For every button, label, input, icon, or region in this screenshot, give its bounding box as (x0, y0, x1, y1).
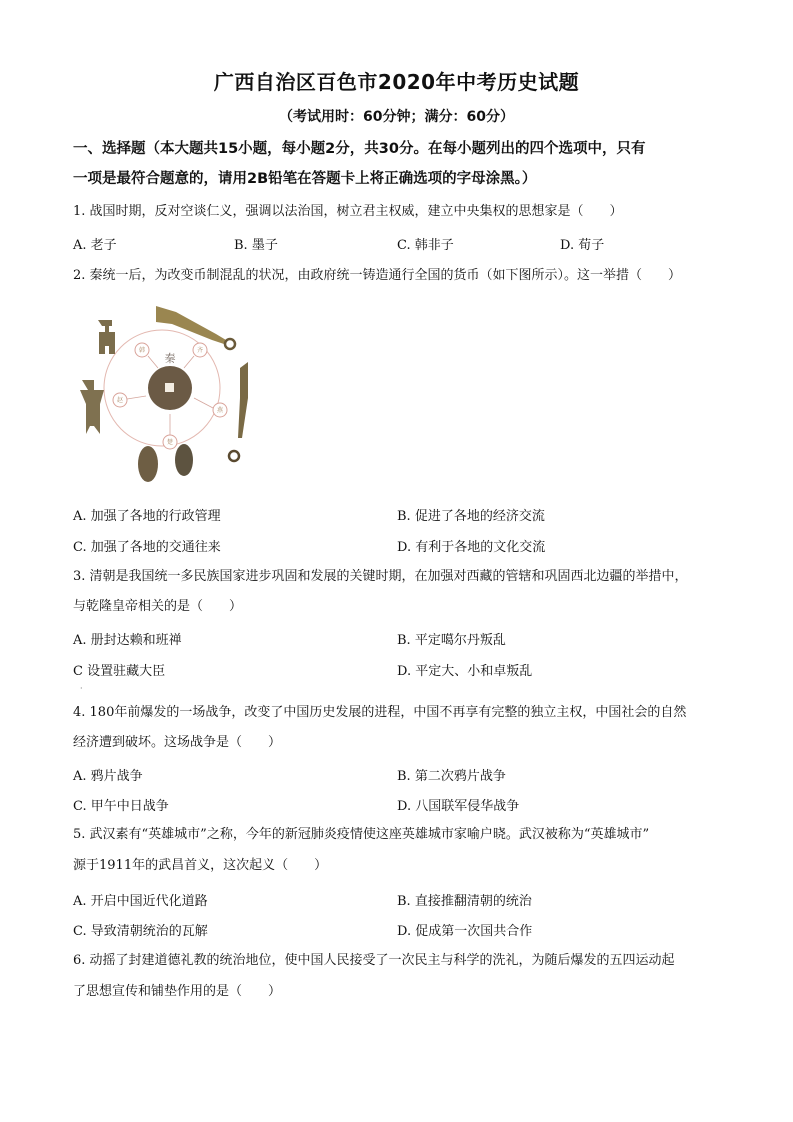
question-5-option-b[interactable]: B. 直接推翻清朝的统治 (397, 894, 532, 909)
question-5-option-c[interactable]: C. 导致清朝统治的瓦解 (73, 924, 208, 939)
exam-subtitle: （考试用时：60分钟；满分：60分） (279, 109, 514, 125)
question-6-stem-line1: 6. 动摇了封建道德礼教的统治地位，使中国人民接受了一次民主与科学的洗礼，为随后爆发的五四运动起 (73, 953, 675, 968)
question-3-option-c[interactable]: C 设置驻藏大臣 (73, 664, 166, 679)
section-heading-line2: 一项是最符合题意的，请用2B铅笔在答题卡上将正确选项的字母涂黑。） (73, 171, 537, 187)
question-3-option-b[interactable]: B. 平定噶尔丹叛乱 (397, 633, 506, 648)
question-6-stem-line2: 了思想宣传和铺垫作用的是（ ） (73, 984, 282, 999)
question-5-option-d[interactable]: D. 促成第一次国共合作 (397, 924, 533, 939)
svg-text:燕: 燕 (216, 407, 224, 414)
question-3-stem-line1: 3. 清朝是我国统一多民族国家进步巩固和发展的关键时期，在加强对西藏的管辖和巩固西北边疆的举措中， (73, 569, 688, 584)
question-2-option-d[interactable]: D. 有利于各地的文化交流 (397, 540, 546, 555)
question-1-option-c[interactable]: C. 韩非子 (397, 238, 454, 253)
question-1-stem: 1. 战国时期，反对空谈仁义，强调以法治国，树立君主权威，建立中央集权的思想家是（ ） (73, 204, 623, 219)
stray-mark: · (80, 684, 83, 693)
svg-text:秦: 秦 (164, 352, 176, 365)
question-1-option-d[interactable]: D. 荀子 (560, 238, 605, 253)
question-1-option-a[interactable]: A. 老子 (73, 238, 117, 253)
question-5-stem-line2: 源于1911年的武昌首义，这次起义（ ） (73, 858, 328, 873)
question-4-stem-line1: 4. 180年前爆发的一场战争，改变了中国历史发展的进程，中国不再享有完整的独立主权，中国社会的自然 (73, 705, 687, 720)
svg-text:楚: 楚 (166, 439, 174, 446)
question-3-stem-line2: 与乾隆皇帝相关的是（ ） (73, 599, 243, 614)
question-4-option-b[interactable]: B. 第二次鸦片战争 (397, 769, 506, 784)
question-4-stem-line2: 经济遭到破坏。这场战争是（ ） (73, 735, 282, 750)
question-5-stem-line1: 5. 武汉素有“英雄城市”之称，今年的新冠肺炎疫情使这座英雄城市家喻户晓。武汉被称为“英雄城市” (73, 827, 650, 842)
question-1-option-b[interactable]: B. 墨子 (234, 238, 278, 253)
qin-currency-figure (72, 302, 256, 488)
question-2-option-c[interactable]: C. 加强了各地的交通往来 (73, 540, 221, 555)
question-3-option-a[interactable]: A. 册封达赖和班禅 (73, 633, 182, 648)
question-3-option-d[interactable]: D. 平定大、小和卓叛乱 (397, 664, 533, 679)
question-2-option-a[interactable]: A. 加强了各地的行政管理 (73, 509, 221, 524)
coin-diagram-icon (72, 302, 256, 488)
question-5-option-a[interactable]: A. 开启中国近代化道路 (73, 894, 208, 909)
section-heading-line1: 一、选择题（本大题共15小题，每小题2分，共30分。在每小题列出的四个选项中，只有 (73, 141, 646, 157)
exam-title: 广西自治区百色市2020年中考历史试题 (213, 70, 580, 94)
question-2-stem: 2. 秦统一后，为改变币制混乱的状况，由政府统一铸造通行全国的货币（如下图所示）。这一举措（ ） (73, 268, 682, 283)
question-4-option-a[interactable]: A. 鸦片战争 (73, 769, 143, 784)
question-4-option-c[interactable]: C. 甲午中日战争 (73, 799, 169, 814)
svg-text:赵: 赵 (116, 397, 124, 404)
svg-text:齐: 齐 (196, 347, 204, 354)
svg-text:韩: 韩 (138, 347, 146, 354)
question-4-option-d[interactable]: D. 八国联军侵华战争 (397, 799, 520, 814)
question-2-option-b[interactable]: B. 促进了各地的经济交流 (397, 509, 545, 524)
